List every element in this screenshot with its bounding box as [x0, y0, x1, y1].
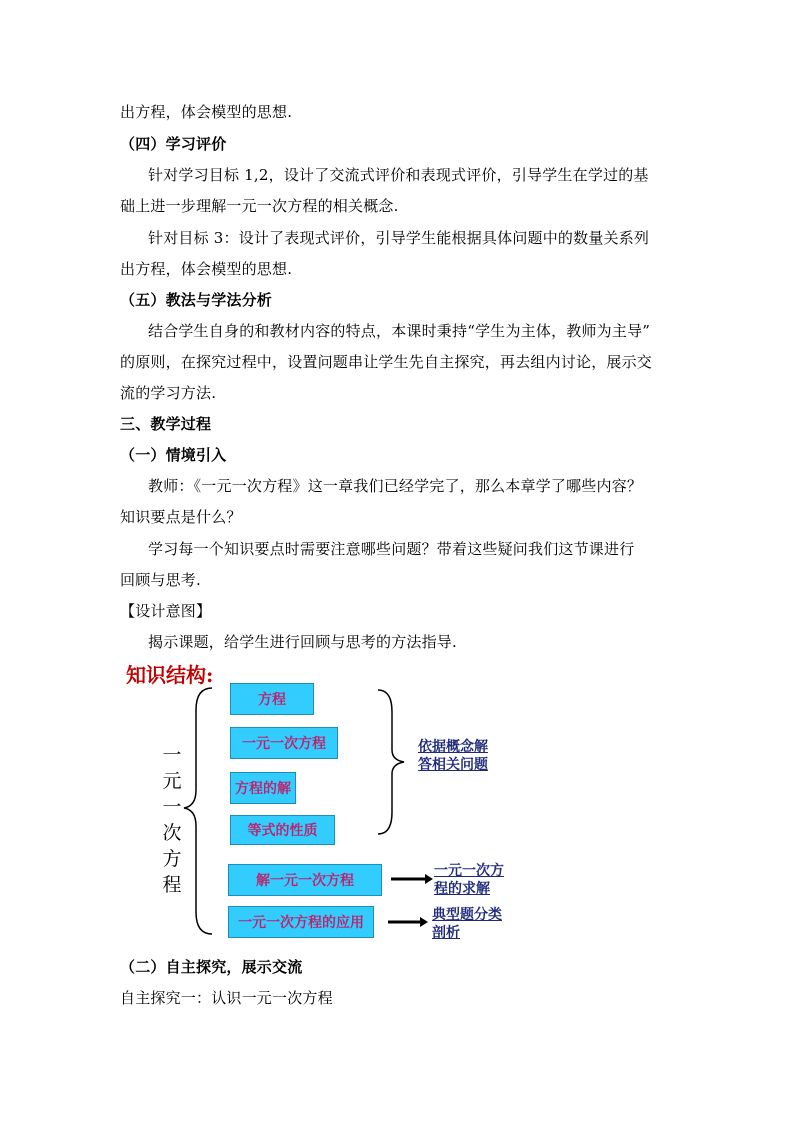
box-solve-linear-equation: 解一元一次方程 [228, 864, 382, 896]
paragraph-line: 结合学生自身的和教材内容的特点，本课时秉持“学生为主体，教师为主导” [148, 322, 651, 340]
paragraph-line: 揭示课题，给学生进行回顾与思考的方法指导. [148, 633, 457, 651]
vertical-label: 一 元 一 次 方 程 [162, 744, 182, 896]
paragraph-line: 流的学习方法. [120, 384, 217, 402]
section-heading-3-1: （一）情境引入 [120, 446, 227, 464]
box-equation-solution: 方程的解 [230, 772, 296, 804]
box-equality-properties: 等式的性质 [230, 815, 335, 845]
concept-label-line1: 依据概念解 [418, 739, 488, 755]
apply-label-line1: 典型题分类 [432, 907, 502, 923]
section-heading-5: （五）教法与学法分析 [120, 291, 273, 309]
paragraph-line: 的原则，在探究过程中，设置问题串让学生先自主探究，再去组内讨论，展示交 [120, 353, 653, 371]
paragraph-line: 针对学习目标 1,2，设计了交流式评价和表现式评价，引导学生在学过的基 [148, 166, 649, 184]
paragraph-line: 针对目标 3：设计了表现式评价，引导学生能根据具体问题中的数量关系列 [148, 229, 650, 247]
paragraph-line: 教师：《一元一次方程》这一章我们已经学完了，那么本章学了哪些内容？ [148, 477, 643, 495]
design-intent-label: 【设计意图】 [120, 602, 212, 620]
arrow-apply-head [420, 917, 428, 927]
solve-label-line1: 一元一次方 [434, 863, 504, 879]
section-heading-4: （四）学习评价 [120, 135, 227, 153]
paragraph-line: 知识要点是什么？ [120, 508, 242, 526]
box-linear-equation-application: 一元一次方程的应用 [228, 906, 374, 938]
solve-label-line2: 程的求解 [434, 881, 490, 897]
section-heading-3: 三、教学过程 [120, 415, 212, 433]
section-heading-3-2: （二）自主探究，展示交流 [120, 958, 303, 976]
box-equation: 方程 [230, 683, 314, 715]
paragraph-line: 自主探究一：认识一元一次方程 [120, 989, 333, 1007]
paragraph-line: 学习每一个知识要点时需要注意哪些问题？带着这些疑问我们这节课进行 [148, 540, 635, 558]
apply-label-line2: 剖析 [432, 925, 460, 941]
paragraph-line: 出方程，体会模型的思想. [120, 103, 293, 121]
paragraph-line: 础上进一步理解一元一次方程的相关概念. [120, 197, 399, 215]
left-brace [184, 688, 212, 934]
knowledge-structure-title: 知识结构: [126, 663, 214, 687]
concept-label-line2: 答相关问题 [418, 757, 488, 773]
paragraph-line: 出方程，体会模型的思想. [120, 260, 293, 278]
arrow-solve-head [425, 874, 433, 884]
box-linear-equation: 一元一次方程 [230, 727, 338, 759]
right-brace [378, 690, 404, 834]
paragraph-line: 回顾与思考. [120, 571, 201, 589]
